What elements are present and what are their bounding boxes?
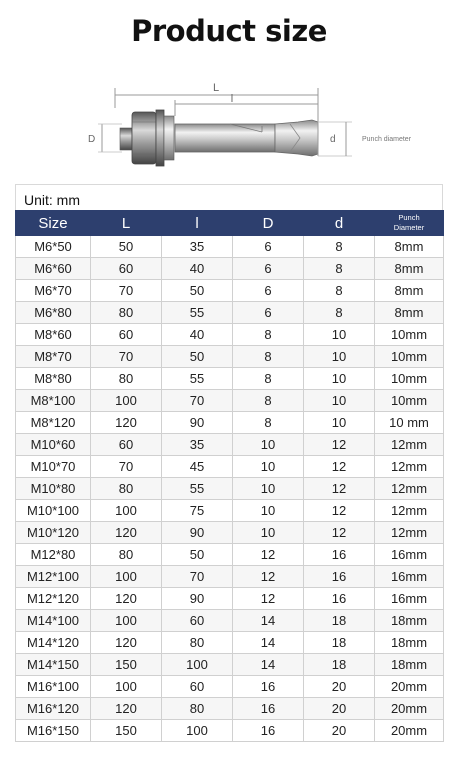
cell-l: 60	[162, 676, 233, 698]
cell-punch: 12mm	[375, 478, 444, 500]
table-row	[16, 698, 444, 720]
cell-d: 20	[304, 698, 375, 720]
cell-D: 8	[233, 346, 304, 368]
table-row	[16, 522, 444, 544]
cell-L: 60	[91, 324, 162, 346]
cell-size: M8*70	[16, 346, 91, 368]
cell-l: 35	[162, 434, 233, 456]
cell-punch: 8mm	[375, 236, 444, 258]
cell-d: 16	[304, 566, 375, 588]
cell-L: 50	[91, 236, 162, 258]
cell-L: 100	[91, 566, 162, 588]
cell-L: 120	[91, 412, 162, 434]
cell-d: 8	[304, 236, 375, 258]
table-row	[16, 720, 444, 742]
cell-D: 16	[233, 676, 304, 698]
dimension-L-label: L	[212, 82, 220, 94]
cell-size: M12*120	[16, 588, 91, 610]
cell-size: M8*120	[16, 412, 91, 434]
table-row	[16, 412, 444, 434]
cell-l: 80	[162, 632, 233, 654]
cell-D: 10	[233, 522, 304, 544]
table-row	[16, 258, 444, 280]
cell-d: 10	[304, 324, 375, 346]
cell-l: 35	[162, 236, 233, 258]
cell-D: 10	[233, 500, 304, 522]
cell-D: 16	[233, 720, 304, 742]
cell-l: 90	[162, 588, 233, 610]
header-L: L	[91, 211, 162, 236]
cell-size: M10*120	[16, 522, 91, 544]
cell-size: M16*120	[16, 698, 91, 720]
cell-d: 12	[304, 434, 375, 456]
cell-size: M14*150	[16, 654, 91, 676]
cell-l: 70	[162, 390, 233, 412]
cell-punch: 8mm	[375, 280, 444, 302]
cell-l: 100	[162, 720, 233, 742]
cell-punch: 10mm	[375, 346, 444, 368]
cell-punch: 20mm	[375, 720, 444, 742]
cell-d: 12	[304, 456, 375, 478]
cell-punch: 18mm	[375, 610, 444, 632]
table-row	[16, 566, 444, 588]
cell-L: 100	[91, 500, 162, 522]
cell-size: M10*60	[16, 434, 91, 456]
cell-punch: 16mm	[375, 544, 444, 566]
cell-D: 14	[233, 654, 304, 676]
cell-L: 120	[91, 632, 162, 654]
cell-l: 45	[162, 456, 233, 478]
header-size: Size	[16, 211, 91, 236]
cell-D: 14	[233, 632, 304, 654]
unit-label: Unit: mm	[15, 184, 443, 210]
cell-D: 6	[233, 258, 304, 280]
page-title: Product size	[131, 14, 327, 48]
cell-D: 10	[233, 478, 304, 500]
table-header-row	[16, 211, 444, 236]
cell-size: M8*100	[16, 390, 91, 412]
cell-size: M16*150	[16, 720, 91, 742]
cell-d: 16	[304, 588, 375, 610]
table-row	[16, 302, 444, 324]
cell-d: 12	[304, 500, 375, 522]
cell-d: 20	[304, 720, 375, 742]
cell-size: M6*70	[16, 280, 91, 302]
cell-size: M6*80	[16, 302, 91, 324]
cell-D: 6	[233, 302, 304, 324]
cell-d: 8	[304, 258, 375, 280]
cell-d: 10	[304, 390, 375, 412]
table-row	[16, 390, 444, 412]
cell-D: 8	[233, 412, 304, 434]
cell-size: M8*60	[16, 324, 91, 346]
cell-L: 100	[91, 390, 162, 412]
cell-D: 10	[233, 456, 304, 478]
cell-D: 6	[233, 280, 304, 302]
table-row	[16, 632, 444, 654]
cell-size: M16*100	[16, 676, 91, 698]
dimension-D-label: D	[88, 134, 96, 145]
table-row	[16, 434, 444, 456]
cell-l: 40	[162, 324, 233, 346]
cell-d: 8	[304, 280, 375, 302]
cell-d: 18	[304, 654, 375, 676]
cell-size: M10*100	[16, 500, 91, 522]
table-row	[16, 324, 444, 346]
cell-d: 18	[304, 632, 375, 654]
cell-d: 18	[304, 610, 375, 632]
table-row	[16, 478, 444, 500]
cell-L: 120	[91, 588, 162, 610]
cell-L: 150	[91, 720, 162, 742]
cell-l: 40	[162, 258, 233, 280]
cell-size: M12*100	[16, 566, 91, 588]
cell-l: 55	[162, 478, 233, 500]
cell-size: M6*50	[16, 236, 91, 258]
cell-l: 80	[162, 698, 233, 720]
cell-punch: 12mm	[375, 434, 444, 456]
cell-D: 8	[233, 368, 304, 390]
cell-L: 150	[91, 654, 162, 676]
cell-size: M14*100	[16, 610, 91, 632]
header-punch-diameter: Punch Diameter	[375, 211, 444, 236]
cell-L: 100	[91, 610, 162, 632]
table-row	[16, 368, 444, 390]
cell-punch: 16mm	[375, 566, 444, 588]
table-row	[16, 346, 444, 368]
cell-L: 70	[91, 456, 162, 478]
cell-size: M8*80	[16, 368, 91, 390]
table-row	[16, 236, 444, 258]
cell-L: 120	[91, 698, 162, 720]
cell-L: 100	[91, 676, 162, 698]
cell-D: 8	[233, 324, 304, 346]
cell-L: 60	[91, 258, 162, 280]
cell-L: 70	[91, 280, 162, 302]
cell-l: 100	[162, 654, 233, 676]
size-table	[15, 210, 444, 742]
cell-l: 75	[162, 500, 233, 522]
cell-punch: 12mm	[375, 456, 444, 478]
cell-size: M14*120	[16, 632, 91, 654]
cell-l: 70	[162, 566, 233, 588]
cell-punch: 10mm	[375, 368, 444, 390]
size-table-container	[15, 184, 443, 742]
cell-punch: 20mm	[375, 698, 444, 720]
dimension-d-label: d	[330, 134, 336, 145]
table-row	[16, 610, 444, 632]
cell-punch: 8mm	[375, 302, 444, 324]
cell-d: 10	[304, 412, 375, 434]
cell-d: 10	[304, 368, 375, 390]
cell-punch: 12mm	[375, 522, 444, 544]
cell-L: 120	[91, 522, 162, 544]
cell-l: 50	[162, 346, 233, 368]
cell-d: 10	[304, 346, 375, 368]
cell-D: 8	[233, 390, 304, 412]
table-row	[16, 456, 444, 478]
cell-D: 12	[233, 566, 304, 588]
table-row	[16, 588, 444, 610]
table-row	[16, 544, 444, 566]
cell-l: 55	[162, 302, 233, 324]
cell-d: 16	[304, 544, 375, 566]
cell-D: 12	[233, 544, 304, 566]
cell-size: M6*60	[16, 258, 91, 280]
cell-d: 12	[304, 522, 375, 544]
cell-l: 55	[162, 368, 233, 390]
cell-L: 70	[91, 346, 162, 368]
table-row	[16, 280, 444, 302]
cell-d: 8	[304, 302, 375, 324]
header-d: d	[304, 211, 375, 236]
cell-punch: 18mm	[375, 632, 444, 654]
table-row	[16, 676, 444, 698]
cell-L: 80	[91, 368, 162, 390]
header-D: D	[233, 211, 304, 236]
cell-D: 14	[233, 610, 304, 632]
cell-punch: 12mm	[375, 500, 444, 522]
table-body	[16, 236, 444, 742]
dimension-l-label: l	[230, 93, 234, 105]
cell-L: 80	[91, 544, 162, 566]
table-row	[16, 500, 444, 522]
cell-punch: 10mm	[375, 390, 444, 412]
cell-l: 50	[162, 280, 233, 302]
cell-punch: 10 mm	[375, 412, 444, 434]
cell-l: 60	[162, 610, 233, 632]
cell-punch: 16mm	[375, 588, 444, 610]
table-row	[16, 654, 444, 676]
header-l: l	[162, 211, 233, 236]
cell-D: 12	[233, 588, 304, 610]
cell-l: 50	[162, 544, 233, 566]
cell-punch: 20mm	[375, 676, 444, 698]
cell-punch: 10mm	[375, 324, 444, 346]
cell-d: 12	[304, 478, 375, 500]
cell-l: 90	[162, 412, 233, 434]
cell-punch: 18mm	[375, 654, 444, 676]
punch-diameter-label: Punch diameter	[362, 136, 412, 143]
cell-size: M10*70	[16, 456, 91, 478]
cell-L: 80	[91, 478, 162, 500]
cell-d: 20	[304, 676, 375, 698]
cell-L: 60	[91, 434, 162, 456]
cell-L: 80	[91, 302, 162, 324]
cell-size: M10*80	[16, 478, 91, 500]
anchor-bolt-diagram	[0, 60, 458, 180]
cell-punch: 8mm	[375, 258, 444, 280]
cell-size: M12*80	[16, 544, 91, 566]
cell-D: 6	[233, 236, 304, 258]
cell-D: 10	[233, 434, 304, 456]
cell-l: 90	[162, 522, 233, 544]
cell-D: 16	[233, 698, 304, 720]
